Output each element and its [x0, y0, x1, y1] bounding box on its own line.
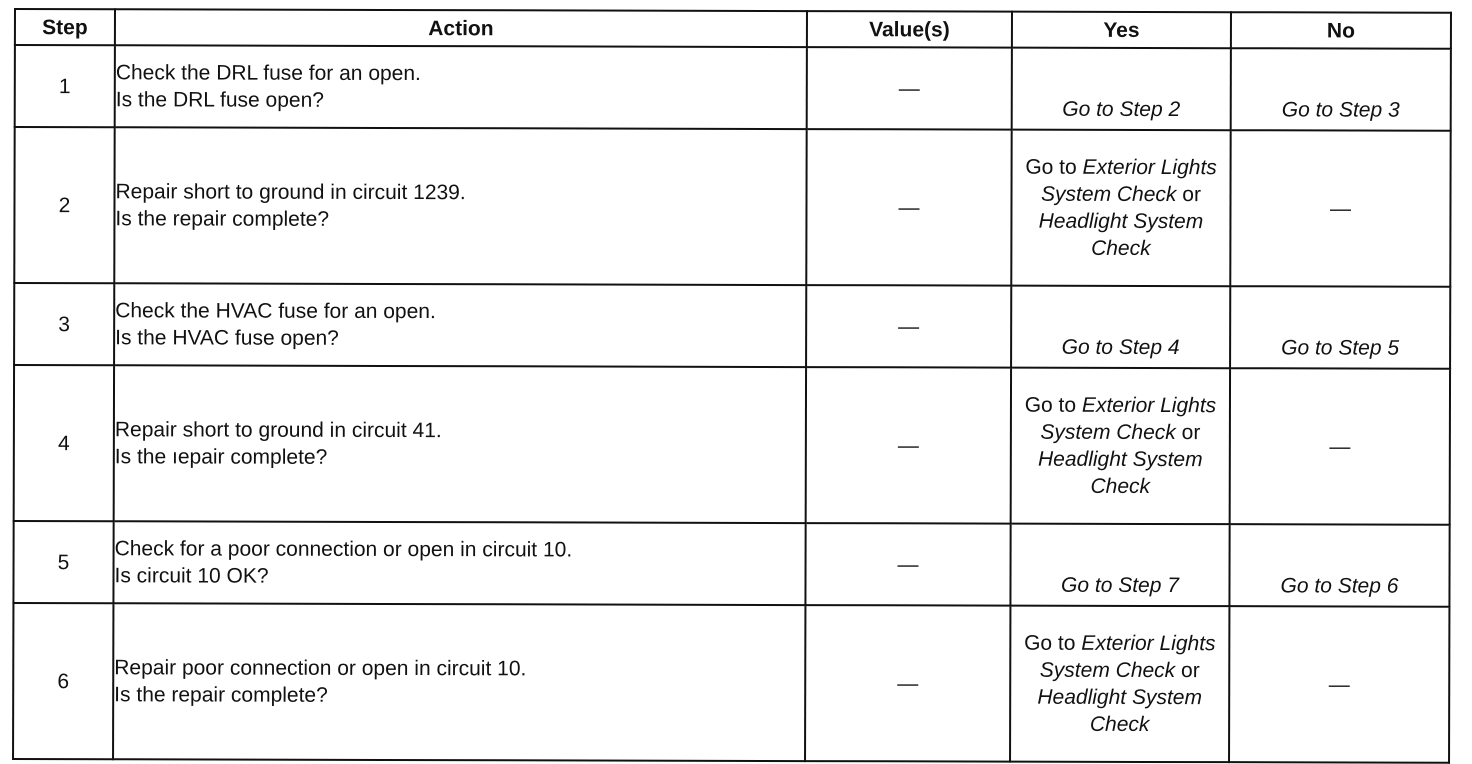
yes-cell: Go to Step 4 — [1011, 286, 1230, 369]
yes-cell: Go to Step 7 — [1010, 524, 1229, 607]
exterior-lights-check-ref: Exterior Lights System Check — [1039, 631, 1216, 683]
action-instruction: Repair poor connection or open in circuit 10. — [114, 656, 527, 681]
action-instruction: Repair short to ground in circuit 41. — [114, 418, 442, 443]
header-step: Step — [15, 9, 115, 45]
action-cell — [113, 603, 805, 761]
header-yes: Yes — [1012, 12, 1231, 49]
headlight-check-ref: Headlight System Check — [1037, 685, 1203, 736]
header-no: No — [1231, 12, 1451, 49]
action-cell — [115, 45, 807, 129]
table-row — [15, 45, 1451, 131]
value-cell: — — [806, 129, 1011, 286]
yes-cell — [1010, 606, 1229, 763]
yes-or-text: or — [1181, 421, 1201, 445]
action-question: Is the repair complete? — [115, 207, 330, 231]
no-cell: Go to Step 6 — [1229, 524, 1449, 607]
table-row — [14, 365, 1450, 525]
header-action: Action — [115, 9, 807, 47]
yes-cell: Go to Step 2 — [1012, 48, 1231, 131]
step-number: 2 — [14, 127, 114, 283]
yes-or-text: or — [1182, 183, 1201, 207]
table-row — [13, 603, 1449, 763]
headlight-check-ref: Headlight System Check — [1038, 209, 1204, 260]
step-number: 4 — [14, 365, 114, 521]
action-instruction: Check the HVAC fuse for an open. — [115, 299, 436, 324]
action-cell — [113, 521, 805, 605]
headlight-check-ref: Headlight System Check — [1037, 447, 1203, 498]
header-value: Value(s) — [807, 11, 1012, 48]
no-cell: — — [1229, 606, 1449, 763]
action-cell — [114, 127, 806, 285]
action-question: Is the DRL fuse open? — [115, 88, 324, 112]
step-number: 3 — [14, 283, 114, 365]
action-question: Is the ıepair complete? — [114, 445, 328, 469]
yes-cell — [1011, 130, 1230, 287]
yes-goto-text: Go to — [1025, 155, 1077, 179]
value-cell: — — [807, 47, 1012, 130]
action-question: Is the HVAC fuse open? — [115, 326, 339, 350]
no-cell: Go to Step 3 — [1231, 48, 1451, 131]
value-cell: — — [806, 367, 1011, 524]
no-cell: — — [1230, 130, 1450, 287]
no-cell: — — [1230, 368, 1450, 525]
action-instruction: Check for a poor connection or open in circuit 10. — [114, 537, 573, 562]
yes-goto-text: Go to — [1024, 393, 1077, 417]
yes-goto-text: Go to — [1024, 631, 1076, 655]
action-question: Is the repair complete? — [114, 683, 328, 707]
step-number: 5 — [13, 521, 113, 603]
value-cell: — — [805, 523, 1010, 606]
action-cell — [114, 283, 806, 367]
action-instruction: Check the DRL fuse for an open. — [115, 61, 421, 86]
exterior-lights-check-ref: Exterior Lights System Check — [1041, 155, 1217, 207]
step-number: 1 — [15, 45, 115, 127]
action-cell — [114, 365, 806, 523]
table-header-row — [15, 9, 1451, 49]
table-row — [13, 521, 1449, 607]
action-instruction: Repair short to ground in circuit 1239. — [115, 180, 466, 205]
value-cell: — — [805, 605, 1010, 762]
action-question: Is circuit 10 OK? — [114, 564, 269, 588]
table-row — [14, 283, 1450, 369]
table-row — [14, 127, 1450, 287]
diagnostic-table — [12, 8, 1452, 764]
value-cell: — — [806, 285, 1011, 368]
yes-or-text: or — [1181, 659, 1200, 683]
diagnostic-table-container — [14, 8, 1452, 760]
exterior-lights-check-ref: Exterior Lights System Check — [1040, 393, 1217, 445]
no-cell: Go to Step 5 — [1230, 286, 1450, 369]
yes-cell — [1011, 368, 1230, 525]
step-number: 6 — [13, 603, 113, 759]
